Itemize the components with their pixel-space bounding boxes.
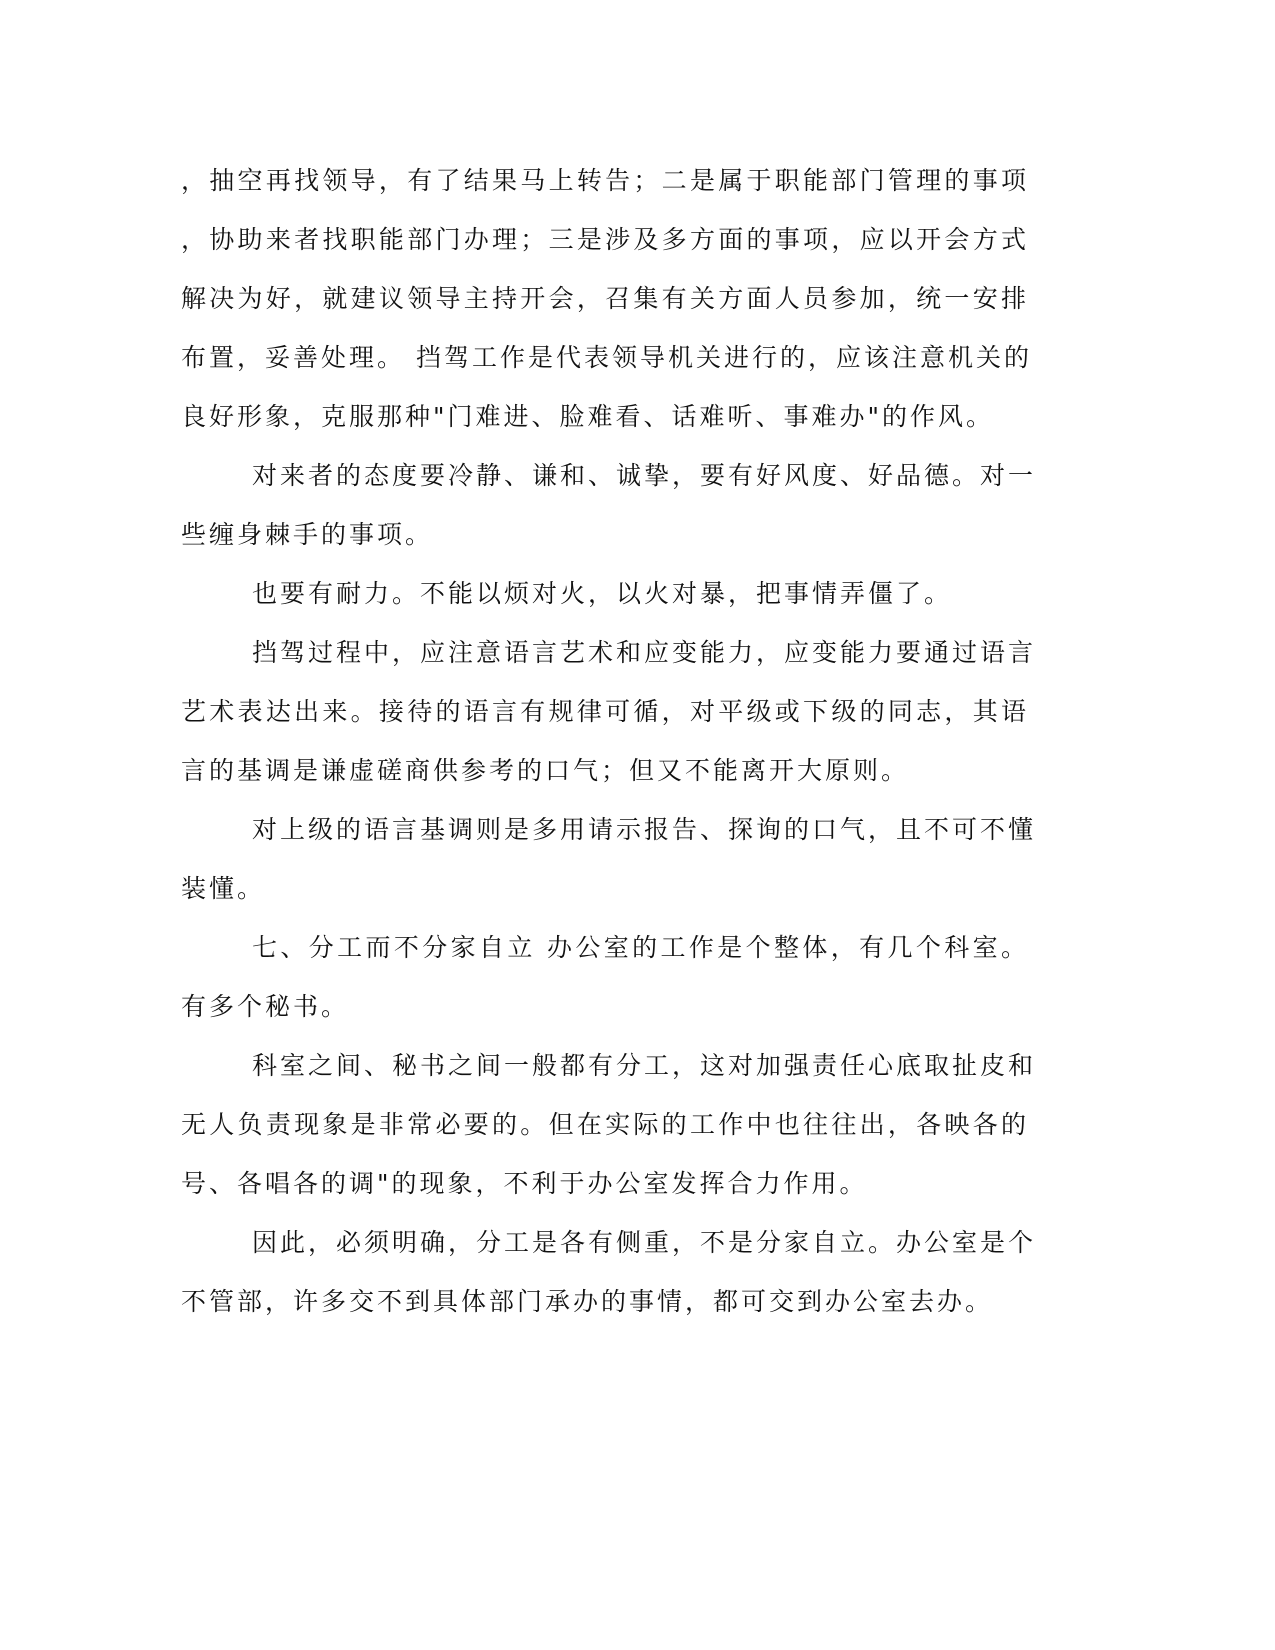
text-line: 有多个秘书。: [181, 992, 350, 1021]
text-line: 无人负责现象是非常必要的。但在实际的工作中也往往出，各映各的: [181, 1110, 1029, 1139]
text-line: 对上级的语言基调则是多用请示报告、探询的口气，且不可不懂: [252, 815, 1037, 844]
text-line: 布置，妥善处理。 挡驾工作是代表领导机关进行的，应该注意机关的: [181, 343, 1032, 372]
text-line: 因此，必须明确，分工是各有侧重，不是分家自立。办公室是个: [252, 1228, 1037, 1257]
text-line: 装懂。: [181, 874, 266, 903]
text-line: 对来者的态度要冷静、谦和、诚挚，要有好风度、好品德。对一: [252, 461, 1037, 490]
text-line: ，协助来者找职能部门办理；三是涉及多方面的事项，应以开会方式: [181, 225, 1029, 254]
text-line: 言的基调是谦虚磋商供参考的口气；但又不能离开大原则。: [181, 756, 910, 785]
text-line: 良好形象，克服那种"门难进、脸难看、话难听、事难办"的作风。: [181, 402, 995, 431]
section-heading-line: 七、分工而不分家自立 办公室的工作是个整体，有几个科室。: [252, 933, 1029, 962]
text-line: 科室之间、秘书之间一般都有分工，这对加强责任心底取扯皮和: [252, 1051, 1037, 1080]
text-line: 解决为好，就建议领导主持开会，召集有关方面人员参加，统一安排: [181, 284, 1029, 313]
text-line: ，抽空再找领导，有了结果马上转告；二是属于职能部门管理的事项: [181, 166, 1029, 195]
text-line: 些缠身棘手的事项。: [181, 520, 434, 549]
text-line: 号、各唱各的调"的现象，不利于办公室发挥合力作用。: [181, 1169, 868, 1198]
text-line: 也要有耐力。不能以烦对火，以火对暴，把事情弄僵了。: [252, 579, 953, 608]
text-line: 艺术表达出来。接待的语言有规律可循，对平级或下级的同志，其语: [181, 697, 1029, 726]
text-line: 不管部，许多交不到具体部门承办的事情，都可交到办公室去办。: [181, 1287, 994, 1316]
text-line: 挡驾过程中，应注意语言艺术和应变能力，应变能力要通过语言: [252, 638, 1037, 667]
